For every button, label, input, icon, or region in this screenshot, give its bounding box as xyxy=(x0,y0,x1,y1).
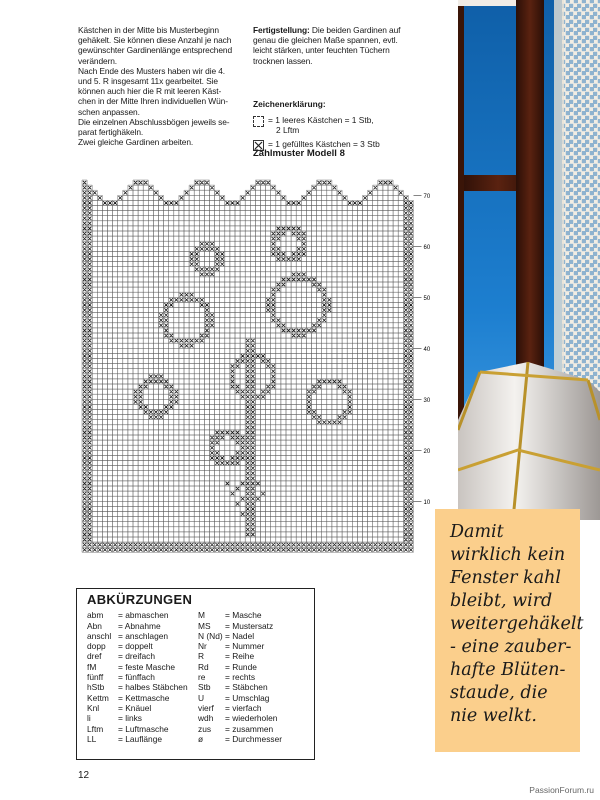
abbreviation-meaning: = wiederholen xyxy=(225,713,278,724)
abbreviation-meaning: = doppelt xyxy=(118,641,153,652)
row-label: 40 xyxy=(423,346,431,353)
abbreviation-meaning: = anschlagen xyxy=(118,630,169,641)
row-label: 50 xyxy=(423,295,431,302)
abbreviation-term: fM xyxy=(87,661,97,672)
filet-chart xyxy=(70,160,440,555)
instruction-line: gewünschter Gardinenlänge entsprechend xyxy=(78,45,233,56)
row-label: 70 xyxy=(423,193,431,200)
abbreviation-meaning: = Masche xyxy=(225,610,262,621)
abbreviation-term: U xyxy=(198,692,205,703)
abbreviation-meaning: = Mustersatz xyxy=(225,620,274,631)
abbreviation-term: re xyxy=(198,672,206,683)
legend-heading: Zeichenerklärung: xyxy=(253,99,326,109)
abbreviation-meaning: = Lauflänge xyxy=(118,733,163,744)
instruction-line: Zwei gleiche Gardinen arbeiten. xyxy=(78,137,194,148)
abbreviation-meaning: = Kettmasche xyxy=(118,692,170,703)
instruction-line: und 5. R insgesamt 11x gearbeitet. Sie xyxy=(78,76,218,87)
quote-line: nie welkt. xyxy=(450,706,537,726)
abbreviation-meaning: = Umschlag xyxy=(225,692,270,703)
row-label: 10 xyxy=(423,499,431,506)
quote-line: weitergehäkelt xyxy=(450,614,584,634)
abbreviation-term: Lftm xyxy=(87,723,104,734)
quote-line: - eine zauber- xyxy=(450,637,572,657)
legend-empty-line1: = 1 leeres Kästchen = 1 Stb, xyxy=(268,115,374,125)
abbreviation-meaning: = feste Masche xyxy=(118,661,176,672)
finishing-text: Die beiden Gardinen auf xyxy=(309,25,401,35)
finishing-line: genau die gleichen Maße spannen, evtl. xyxy=(253,35,398,46)
abbreviation-term: LL xyxy=(87,733,97,744)
page-number: 12 xyxy=(78,770,90,781)
abbreviation-meaning: = Stäbchen xyxy=(225,682,268,693)
legend xyxy=(253,99,428,155)
window-photo xyxy=(458,0,600,520)
abbreviation-meaning: = fünffach xyxy=(118,672,155,683)
row-label: 60 xyxy=(423,244,431,251)
abbreviation-term: abm xyxy=(87,610,104,621)
abbreviation-meaning: = Luftmasche xyxy=(118,723,169,734)
abbreviation-meaning: = dreifach xyxy=(118,651,156,662)
finishing-line: leicht stärken, unter feuchten Tüchern xyxy=(253,45,390,56)
instruction-line: parat fertighäkeln. xyxy=(78,127,144,138)
abbreviation-term: Rd xyxy=(198,661,209,672)
instruction-line: verändern. xyxy=(78,55,118,66)
finishing-heading: Fertigstellung: xyxy=(253,25,310,35)
abbreviation-term: vierf xyxy=(198,702,214,713)
abbreviation-term: anschl xyxy=(87,630,112,641)
legend-empty-row xyxy=(253,115,428,135)
abbreviation-meaning: = vierfach xyxy=(225,702,262,713)
abbreviation-term: Stb xyxy=(198,682,211,693)
abbreviation-meaning: = Abnahme xyxy=(118,620,161,631)
quote-line: wirklich kein xyxy=(450,545,566,565)
abbreviation-meaning: = Nadel xyxy=(225,630,255,641)
abbreviation-meaning: = Knäuel xyxy=(118,702,152,713)
quote-box xyxy=(435,509,584,752)
quote-line: Fenster kahl xyxy=(450,568,562,588)
quote-line: Damit xyxy=(450,522,504,542)
instructions-left xyxy=(78,25,248,147)
finishing-instructions xyxy=(253,25,423,66)
legend-empty-line2: 2 Lftm xyxy=(276,125,300,135)
instruction-line: Nach Ende des Musters haben wir die 4. xyxy=(78,65,226,76)
abbreviation-term: MS xyxy=(198,620,211,631)
abbreviation-term: zus xyxy=(198,723,212,734)
empty-square-icon xyxy=(253,116,264,127)
abbreviation-meaning: = zusammen xyxy=(225,723,274,734)
abbreviation-meaning: = rechts xyxy=(225,672,256,683)
row-label: 20 xyxy=(423,448,431,455)
abbreviation-term: N (Nd) xyxy=(198,630,223,641)
abbreviation-meaning: = Durchmesser xyxy=(225,733,283,744)
quote-line: hafte Blüten- xyxy=(450,660,566,680)
abbreviation-meaning: = halbes Stäbchen xyxy=(118,682,188,693)
chart-title: Zählmuster Modell 8 xyxy=(253,148,345,159)
finishing-line: trocknen lassen. xyxy=(253,55,313,66)
abbreviation-term: fünff xyxy=(87,672,104,683)
instruction-line: chen in der Mitte Ihren individuellen Wün- xyxy=(78,96,228,107)
abbreviation-term: Nr xyxy=(198,641,207,652)
quote-line: staude, die xyxy=(450,683,548,703)
instruction-line: können auch hier die R mit leeren Käst- xyxy=(78,86,222,97)
site-watermark: PassionForum.ru xyxy=(529,785,594,795)
abbreviation-meaning: = Runde xyxy=(225,661,257,672)
abbreviation-term: wdh xyxy=(198,713,214,724)
abbreviation-term: hStb xyxy=(87,682,105,693)
abbreviation-term: li xyxy=(87,713,91,724)
abbreviation-term: Kettm xyxy=(87,692,109,703)
abbreviation-term: Knl xyxy=(87,702,100,713)
abbreviations-title: ABKÜRZUNGEN xyxy=(87,592,193,607)
abbreviation-term: dopp xyxy=(87,641,106,652)
abbreviations-list xyxy=(87,610,304,744)
abbreviation-meaning: = abmaschen xyxy=(118,610,169,621)
abbreviations-box xyxy=(76,588,315,760)
abbreviation-meaning: = links xyxy=(118,713,142,724)
instruction-line: gehäkelt. Sie können diese Anzahl je nach xyxy=(78,35,232,46)
abbreviation-term: ø xyxy=(198,733,204,744)
abbreviation-meaning: = Reihe xyxy=(225,651,255,662)
abbreviation-term: Abn xyxy=(87,620,102,631)
legend-filled-line: = 1 gefülltes Kästchen = 3 Stb xyxy=(268,139,380,149)
instruction-line: Kästchen in der Mitte bis Musterbeginn xyxy=(78,25,219,35)
abbreviation-term: M xyxy=(198,610,205,621)
instruction-line: Die einzelnen Abschlussbögen jeweils se- xyxy=(78,116,230,127)
abbreviation-term: dref xyxy=(87,651,102,662)
row-label: 30 xyxy=(423,397,431,404)
abbreviation-meaning: = Nummer xyxy=(225,641,265,652)
abbreviation-term: R xyxy=(198,651,205,662)
quote-line: bleibt, wird xyxy=(450,591,553,611)
instruction-line: schen anpassen. xyxy=(78,106,140,117)
